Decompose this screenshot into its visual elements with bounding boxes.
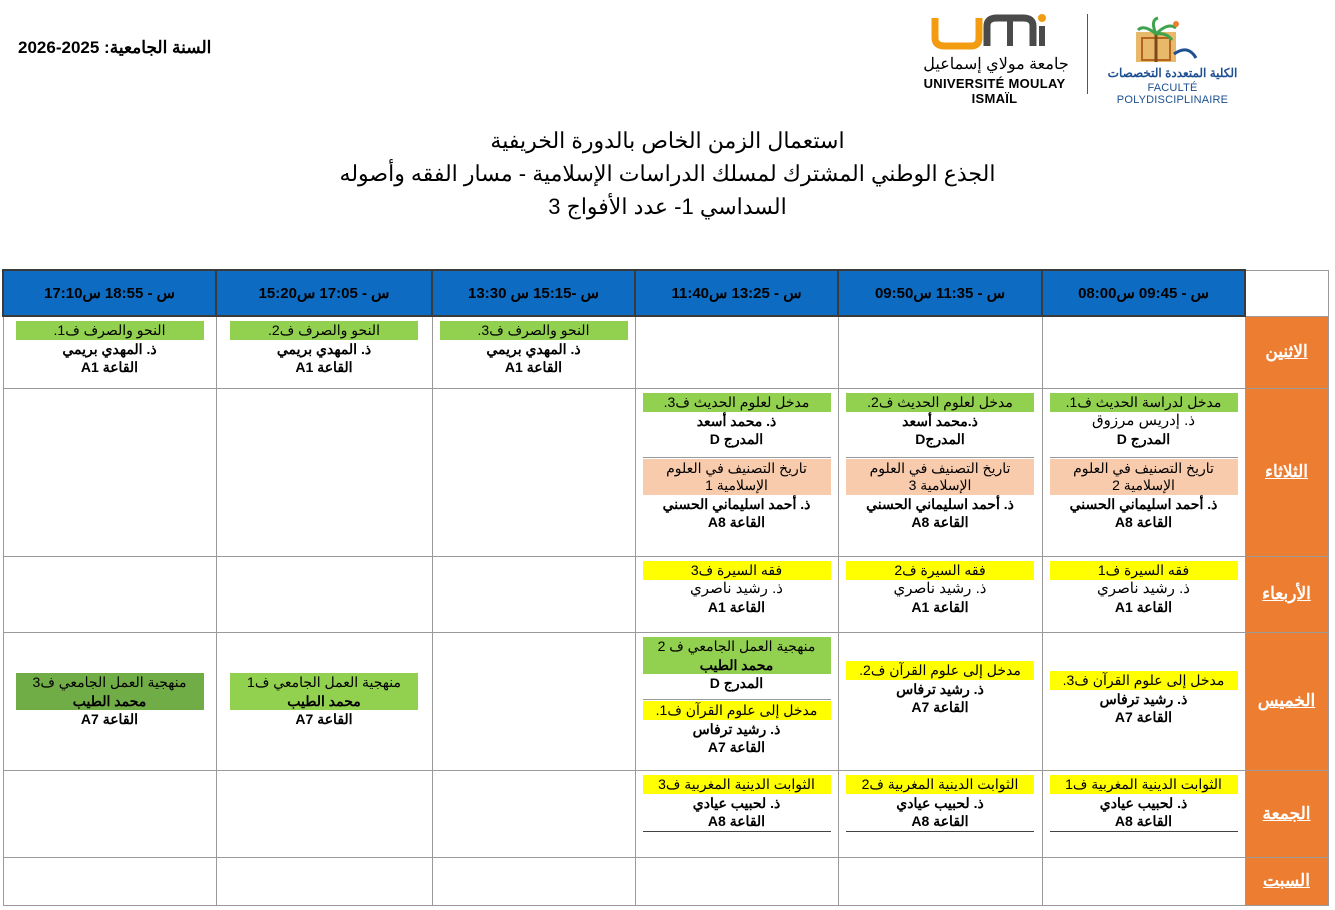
time-slot-3: 11:40س - 13:25 س: [635, 270, 838, 316]
row-thursday: [3, 632, 1328, 770]
session-prof: محمد الطيب: [16, 692, 204, 710]
session-prof: محمد الطيب: [643, 656, 831, 674]
session-block: [846, 393, 1034, 449]
session-room: القاعة A1: [1114, 598, 1173, 615]
session-label: تاريخ التصنيف في العلوم الإسلامية 1: [643, 459, 831, 495]
session-room: القاعة A1: [707, 598, 766, 615]
row-saturday: [3, 857, 1328, 905]
session-block: [643, 561, 831, 617]
cell-thu-4: [432, 632, 635, 770]
session-prof: ذ. لحبيب عيادي: [692, 794, 781, 811]
title-line-1: استعمال الزمن الخاص بالدورة الخريفية: [490, 128, 845, 153]
session-block: [16, 321, 204, 377]
session-label: الثوابت الدينية المغربية ف3: [643, 775, 831, 794]
session-block: [1050, 393, 1238, 449]
session-prof: ذ. رشيد ترفاس: [896, 680, 984, 697]
academic-year: السنة الجامعية: 2025-2026: [18, 38, 212, 57]
cell-sat-1: [1042, 857, 1245, 905]
cell-fri-1: [1042, 770, 1245, 857]
session-block: [1050, 457, 1238, 532]
session-room: القاعة A7: [295, 711, 353, 728]
cell-thu-1: [1042, 632, 1245, 770]
session-prof: ذ. رشيد ناصري: [893, 579, 987, 597]
session-prof: ذ. أحمد اسليماني الحسني: [662, 495, 811, 512]
umi-logo: [905, 10, 1080, 106]
palm-emblem-icon: [1130, 14, 1200, 66]
session-block: [1050, 561, 1238, 617]
session-block: [643, 457, 831, 532]
cell-mon-2: [838, 316, 1042, 388]
session-label: منهجية العمل الجامعي ف1: [230, 673, 418, 692]
session-prof: ذ. المهدي بريمي: [486, 341, 581, 358]
session-room: القاعة A1: [80, 359, 139, 376]
session-prof: ذ. أحمد اسليماني الحسني: [1069, 495, 1218, 512]
cell-wed-2: [838, 556, 1042, 632]
session-room: القاعة A1: [911, 598, 969, 615]
session-room: المدرج D: [709, 674, 764, 691]
schedule-titles: [0, 124, 1335, 223]
faculty-arabic-name: الكلية المتعددة التخصصات: [1107, 66, 1238, 80]
session-block: [440, 321, 628, 377]
time-slot-2: 09:50س - 11:35 س: [838, 270, 1042, 316]
session-prof: ذ. محمد أسعد: [696, 412, 777, 429]
cell-mon-6: [3, 316, 216, 388]
session-prof: محمد الطيب: [230, 692, 418, 710]
session-room: القاعة A1: [295, 359, 353, 376]
session-block: [846, 661, 1034, 717]
session-room: القاعة A7: [707, 738, 766, 755]
session-room: القاعة A8: [707, 812, 766, 829]
session-label: النحو والصرف ف3.: [440, 321, 628, 340]
day-wednesday: الأربعاء: [1245, 556, 1328, 632]
session-block: [643, 699, 831, 757]
time-slot-5: 15:20س - 17:05 س: [216, 270, 432, 316]
cell-thu-6: [3, 632, 216, 770]
faculty-logo: [1100, 10, 1245, 106]
session-room: القاعة A8: [1114, 812, 1173, 829]
cell-mon-3: [635, 316, 838, 388]
umi-arabic-name: جامعة مولاي إسماعيل: [923, 56, 1069, 73]
faculty-latin-name: FACULTÉ POLYDISCIPLINAIRE: [1116, 82, 1229, 106]
row-wednesday: [3, 556, 1328, 632]
umi-latin-name: UNIVERSITÉ MOULAY ISMAÏL: [923, 76, 1066, 106]
session-block: [846, 457, 1034, 532]
day-friday: الجمعة: [1245, 770, 1328, 857]
session-room: القاعة A8: [911, 513, 969, 530]
session-label: تاريخ التصنيف في العلوم الإسلامية 3: [846, 459, 1034, 495]
row-tuesday: [3, 388, 1328, 556]
day-saturday: السبت: [1245, 857, 1328, 905]
logos-area: [905, 10, 1245, 106]
session-label: منهجية العمل الجامعي ف 2: [643, 637, 831, 656]
session-prof: ذ. أحمد اسليماني الحسني: [866, 495, 1014, 512]
day-monday: الاثنين: [1245, 316, 1328, 388]
cell-thu-5: [216, 632, 432, 770]
session-prof: ذ. لحبيب عيادي: [896, 794, 984, 811]
session-label: فقه السيرة ف2: [846, 561, 1034, 580]
cell-sat-5: [216, 857, 432, 905]
cell-tue-1: [1042, 388, 1245, 556]
row-friday: [3, 770, 1328, 857]
session-room: القاعة A1: [504, 359, 563, 376]
umi-wordmark-icon: [931, 12, 1051, 52]
cell-thu-3: [635, 632, 838, 770]
session-prof: ذ. رشيد ترفاس: [1099, 690, 1188, 707]
session-prof: ذ. المهدي بريمي: [62, 341, 157, 358]
cell-tue-4: [432, 388, 635, 556]
session-prof: ذ. المهدي بريمي: [276, 341, 372, 358]
session-label: منهجية العمل الجامعي ف3: [16, 673, 204, 692]
session-block: [846, 561, 1034, 617]
session-block: [230, 321, 418, 377]
session-room: القاعة A7: [1114, 708, 1173, 725]
cell-mon-5: [216, 316, 432, 388]
session-prof: ذ.محمد أسعد: [902, 412, 978, 429]
cell-wed-4: [432, 556, 635, 632]
session-block: [1050, 671, 1238, 727]
session-label: النحو والصرف ف1.: [16, 321, 204, 340]
session-label: الثوابت الدينية المغربية ف1: [1050, 775, 1238, 794]
session-prof: ذ. إدريس مرزوق: [1091, 411, 1195, 429]
session-label: مدخل لدراسة الحديث ف1.: [1050, 393, 1238, 412]
session-room: المدرج D: [1116, 430, 1171, 447]
cell-fri-2: [838, 770, 1042, 857]
session-room: القاعة A7: [911, 698, 969, 715]
session-label: فقه السيرة ف3: [643, 561, 831, 580]
cell-fri-6: [3, 770, 216, 857]
time-slot-1: 08:00س - 09:45 س: [1042, 270, 1245, 316]
session-prof: ذ. رشيد ناصري: [1097, 579, 1190, 597]
session-prof: ذ. رشيد ناصري: [690, 579, 783, 597]
session-room: القاعة A8: [1114, 513, 1173, 530]
header-row: [3, 270, 1328, 316]
session-block: [1050, 775, 1238, 832]
logo-divider: [1087, 14, 1088, 94]
corner-cell: [1245, 270, 1328, 316]
cell-wed-5: [216, 556, 432, 632]
session-room: القاعة A8: [911, 812, 969, 829]
cell-sat-3: [635, 857, 838, 905]
session-label: مدخل إلى علوم القرآن ف1.: [643, 701, 831, 720]
time-slot-6: 17:10س - 18:55 س: [3, 270, 216, 316]
session-block: [643, 775, 831, 832]
time-slot-4: 13:30 س -15:15 س: [432, 270, 635, 316]
session-room: المدرج D: [709, 430, 764, 447]
session-label: فقه السيرة ف1: [1050, 561, 1238, 580]
session-block: [230, 673, 418, 729]
session-room: القاعة A8: [707, 513, 766, 530]
cell-tue-5: [216, 388, 432, 556]
session-room: القاعة A7: [80, 711, 139, 728]
day-thursday: الخميس: [1245, 632, 1328, 770]
cell-mon-4: [432, 316, 635, 388]
session-label: تاريخ التصنيف في العلوم الإسلامية 2: [1050, 459, 1238, 495]
cell-tue-2: [838, 388, 1042, 556]
timetable: [2, 269, 1329, 906]
title-line-3: السداسي 1- عدد الأفواج 3: [548, 194, 787, 219]
cell-wed-3: [635, 556, 838, 632]
cell-fri-4: [432, 770, 635, 857]
cell-tue-3: [635, 388, 838, 556]
session-block: [16, 673, 204, 729]
cell-fri-3: [635, 770, 838, 857]
session-label: الثوابت الدينية المغربية ف2: [846, 775, 1034, 794]
cell-fri-5: [216, 770, 432, 857]
cell-sat-6: [3, 857, 216, 905]
session-label: مدخل إلى علوم القرآن ف3.: [1050, 671, 1238, 690]
cell-mon-1: [1042, 316, 1245, 388]
session-block: [846, 775, 1034, 832]
session-label: النحو والصرف ف2.: [230, 321, 418, 340]
cell-sat-4: [432, 857, 635, 905]
cell-sat-2: [838, 857, 1042, 905]
cell-wed-1: [1042, 556, 1245, 632]
row-monday: [3, 316, 1328, 388]
session-prof: ذ. رشيد ترفاس: [692, 720, 781, 737]
session-label: مدخل لعلوم الحديث ف3.: [643, 393, 831, 412]
session-block: [643, 393, 831, 449]
cell-tue-6: [3, 388, 216, 556]
session-label: مدخل إلى علوم القرآن ف2.: [846, 661, 1034, 680]
session-room: المدرجD: [915, 430, 965, 447]
session-block: [643, 637, 831, 693]
title-line-2: الجذع الوطني المشترك لمسلك الدراسات الإسلامية - مسار الفقه وأصوله: [339, 161, 996, 186]
day-tuesday: الثلاثاء: [1245, 388, 1328, 556]
cell-wed-6: [3, 556, 216, 632]
session-prof: ذ. لحبيب عيادي: [1099, 794, 1188, 811]
session-label: مدخل لعلوم الحديث ف2.: [846, 393, 1034, 412]
cell-thu-2: [838, 632, 1042, 770]
